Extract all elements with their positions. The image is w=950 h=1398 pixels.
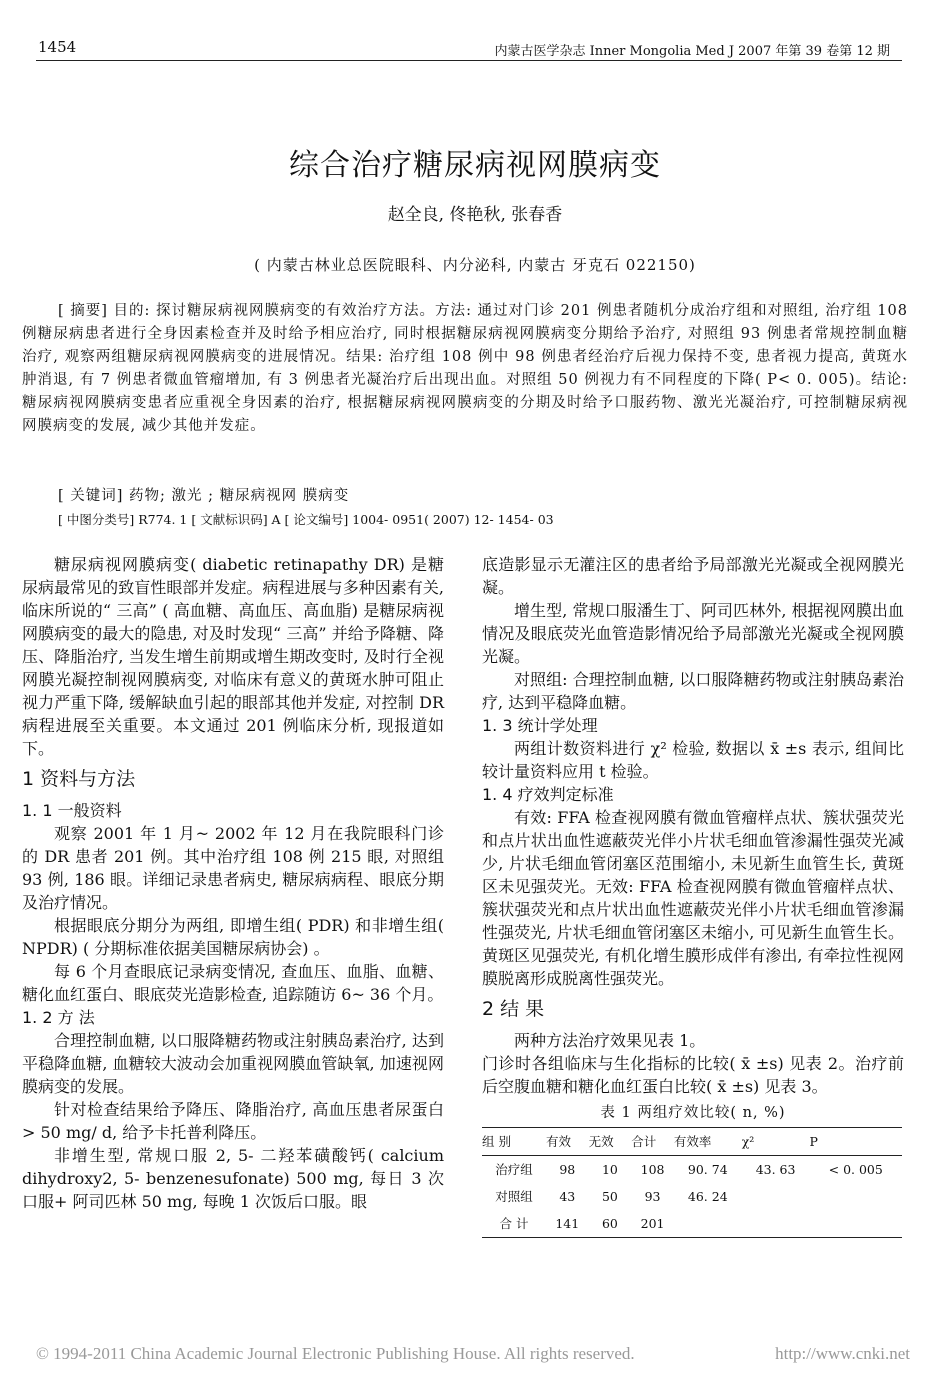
- table-cell: 93: [644, 1189, 661, 1204]
- results-table: [482, 1127, 902, 1238]
- table-cell: [674, 1210, 742, 1238]
- authors: 赵全良, 佟艳秋, 张春香: [387, 205, 563, 225]
- table-cell: < 0. 005: [828, 1162, 883, 1177]
- body-paragraph: 两组计数资料进行 χ² 检验, 数据以 x̄ ±s 表示, 组间比较计量资料应用 t 检验。: [482, 739, 904, 781]
- footer-url: http://www.cnki.net: [775, 1344, 910, 1363]
- body-paragraph: 门诊时各组临床与生化指标的比较( x̄ ±s) 见表 2。治疗前后空腹血糖和糖化血红蛋白比较( x̄ ±s) 见表 3。: [482, 1054, 904, 1096]
- table-cell: 对照组: [495, 1189, 533, 1204]
- abstract: [ 摘要] 目的: 探讨糖尿病视网膜病变的有效治疗方法。方法: 通过对门诊 201 例患者随机分成治疗组和对照组, 治疗组 108 例糖尿病患者进行全身因素检查并及时给予相应治疗, 同时根据糖尿病视网膜病变分期给予治疗, 对照组 93 例患者常规控制血糖治疗, 观察两组糖尿病视网膜病变的进展情况。结果: 治疗组 108 例中 98 例患者经治疗后视力保持不变, 患者视力提高, 黄斑水肿消退, 有 7 例患者微血管瘤增加, 有 3 例患者光凝治疗后出现出血。对照组 50 例视力有不同程度的下降( P< 0. 005)。结论: 糖尿病视网膜病变患者应重视全身因素的治疗, 根据糖尿病视网膜病变的分期及时给予口服药物、激光光凝治疗, 可控制糖尿病视网膜病变的发展, 减少其他并发症。: [22, 303, 908, 434]
- table-cell: 10: [601, 1162, 618, 1177]
- body-paragraph: 观察 2001 年 1 月~ 2002 年 12 月在我院眼科门诊的 DR 患者 201 例。其中治疗组 108 例 215 眼, 对照组 93 例, 186 眼。详细记录患者病史, 糖尿病病程、眼底分期及治疗情况。: [22, 824, 444, 912]
- table-header-cell: 有效率: [674, 1128, 742, 1156]
- table-cell: 98: [559, 1162, 576, 1177]
- classification-line: [ 中图分类号] R774. 1 [ 文献标识码] A [ 论文编号] 1004- 0951( 2007) 12- 1454- 03: [58, 512, 554, 527]
- table-cell: 90. 74: [687, 1162, 728, 1177]
- body-paragraph: 底造影显示无灌注区的患者给予局部激光光凝或全视网膜光凝。: [482, 555, 904, 597]
- body-paragraph: 增生型, 常规口服潘生丁、阿司匹林外, 根据视网膜出血情况及眼底荧光血管造影情况给予局部激光光凝或全视网膜光凝。: [482, 601, 904, 666]
- table-cell: [809, 1183, 902, 1210]
- keywords: [ 关键词] 药物; 激光 ; 糖尿病视网 膜病变: [58, 488, 350, 504]
- table-header-cell: χ²: [742, 1128, 810, 1156]
- journal-header: 内蒙古医学杂志 Inner Mongolia Med J 2007 年第 39 卷第 12 期: [494, 44, 890, 59]
- header-rule: [36, 60, 902, 61]
- right-column: [482, 553, 904, 1238]
- table-header-cell: 组 别: [482, 1128, 546, 1156]
- table-cell: 108: [640, 1162, 665, 1177]
- table-cell: 141: [546, 1210, 589, 1238]
- table-cell: [809, 1210, 902, 1238]
- table-cell: 201: [631, 1210, 674, 1238]
- affiliation: ( 内蒙古林业总医院眼科、内分泌科, 内蒙古 牙克石 022150): [254, 256, 696, 274]
- table-row: [482, 1156, 902, 1184]
- body-paragraph: 合理控制血糖, 以口服降糖药物或注射胰岛素治疗, 达到平稳降血糖, 血糖较大波动会加重视网膜血管缺氧, 加速视网膜病变的发展。: [22, 1031, 444, 1096]
- body-paragraph: 非增生型, 常规口服 2, 5- 二羟苯磺酸钙( calcium dihydroxy2, 5- benzenesufonate) 500 mg, 每日 3 次口服+ 阿司匹林 50 mg, 每晚 1 次饭后口服。眼: [22, 1146, 444, 1211]
- table-header-cell: P: [809, 1128, 902, 1156]
- table-cell: 46. 24: [687, 1189, 728, 1204]
- left-column: [22, 553, 444, 1213]
- table-cell: [742, 1210, 810, 1238]
- article-title: 综合治疗糖尿病视网膜病变: [289, 148, 661, 183]
- body-paragraph: 每 6 个月查眼底记录病变情况, 查血压、血脂、血糖、糖化血红蛋白、眼底荧光造影检查, 追踪随访 6~ 36 个月。: [22, 962, 444, 1004]
- page-number: 1454: [38, 38, 77, 56]
- body-paragraph: 有效: FFA 检查视网膜有微血管瘤样点状、簇状强荧光和点片状出血性遮蔽荧光伴小片状毛细血管渗漏性强荧光减少, 片状毛细血管闭塞区范围缩小, 未见新生血管生长, 黄斑区未见强荧光。无效: FFA 检查视网膜有微血管瘤样点状、簇状强荧光和点片状出血性遮蔽荧光伴小片状毛细血管渗漏性强荧光, 片状毛细血管闭塞区未缩小, 可见新生血管生长。黄斑区见强荧光, 有机化增生膜形成伴有渗出, 有牵拉性视网膜脱离形成脱离性强荧光。: [482, 808, 904, 988]
- section-heading: 2 结 果: [482, 998, 545, 1020]
- table-header-cell: 合计: [631, 1128, 674, 1156]
- table-header-cell: 无效: [589, 1128, 632, 1156]
- table-cell: 治疗组: [495, 1162, 533, 1177]
- table-cell: 43: [559, 1189, 576, 1204]
- body-paragraph: 对照组: 合理控制血糖, 以口服降糖药物或注射胰岛素治疗, 达到平稳降血糖。: [482, 670, 904, 712]
- table-cell: 50: [601, 1189, 618, 1204]
- copyright-footer: © 1994-2011 China Academic Journal Electronic Publishing House. All rights reserved.: [36, 1344, 635, 1363]
- table-row: [482, 1210, 902, 1238]
- table-caption: 表 1 两组疗效比较( n, %): [600, 1105, 786, 1121]
- intro-paragraph: 糖尿病视网膜病变( diabetic retinapathy DR) 是糖尿病最常见的致盲性眼部并发症。病程进展与多种因素有关, 临床所说的“ 三高” ( 高血糖、高血压、高血脂) 是糖尿病视网膜病变的最大的隐患, 对及时发现“ 三高” 并给予降糖、降压、降脂治疗, 当发生增生前期或增生期改变时, 及时行全视网膜光凝控制视网膜病变, 对临床有意义的黄斑水肿可阻止视力严重下降, 缓解缺血引起的眼部其他并发症, 对控制 DR 病程进展至关重要。本文通过 201 例临床分析, 现报道如下。: [22, 555, 444, 758]
- table-row: [482, 1183, 902, 1210]
- subsection-heading: 1. 4 疗效判定标准: [482, 785, 614, 804]
- subsection-heading: 1. 1 一般资料: [22, 801, 122, 820]
- table-header-cell: 有效: [546, 1128, 589, 1156]
- table-header-row: [482, 1128, 902, 1156]
- table-cell: 合 计: [482, 1210, 546, 1238]
- section-heading: 1 资料与方法: [22, 768, 136, 790]
- body-paragraph: 两种方法治疗效果见表 1。: [514, 1031, 706, 1050]
- subsection-heading: 1. 3 统计学处理: [482, 716, 598, 735]
- table-cell: [742, 1183, 810, 1210]
- body-paragraph: 针对检查结果给予降压、降脂治疗, 高血压患者尿蛋白> 50 mg/ d, 给予卡托普利降压。: [22, 1100, 444, 1142]
- subsection-heading: 1. 2 方 法: [22, 1008, 95, 1027]
- table-cell: 60: [589, 1210, 632, 1238]
- table-cell: 43. 63: [755, 1162, 796, 1177]
- body-paragraph: 根据眼底分期分为两组, 即增生组( PDR) 和非增生组( NPDR) ( 分期标准依据美国糖尿病协会) 。: [22, 916, 444, 958]
